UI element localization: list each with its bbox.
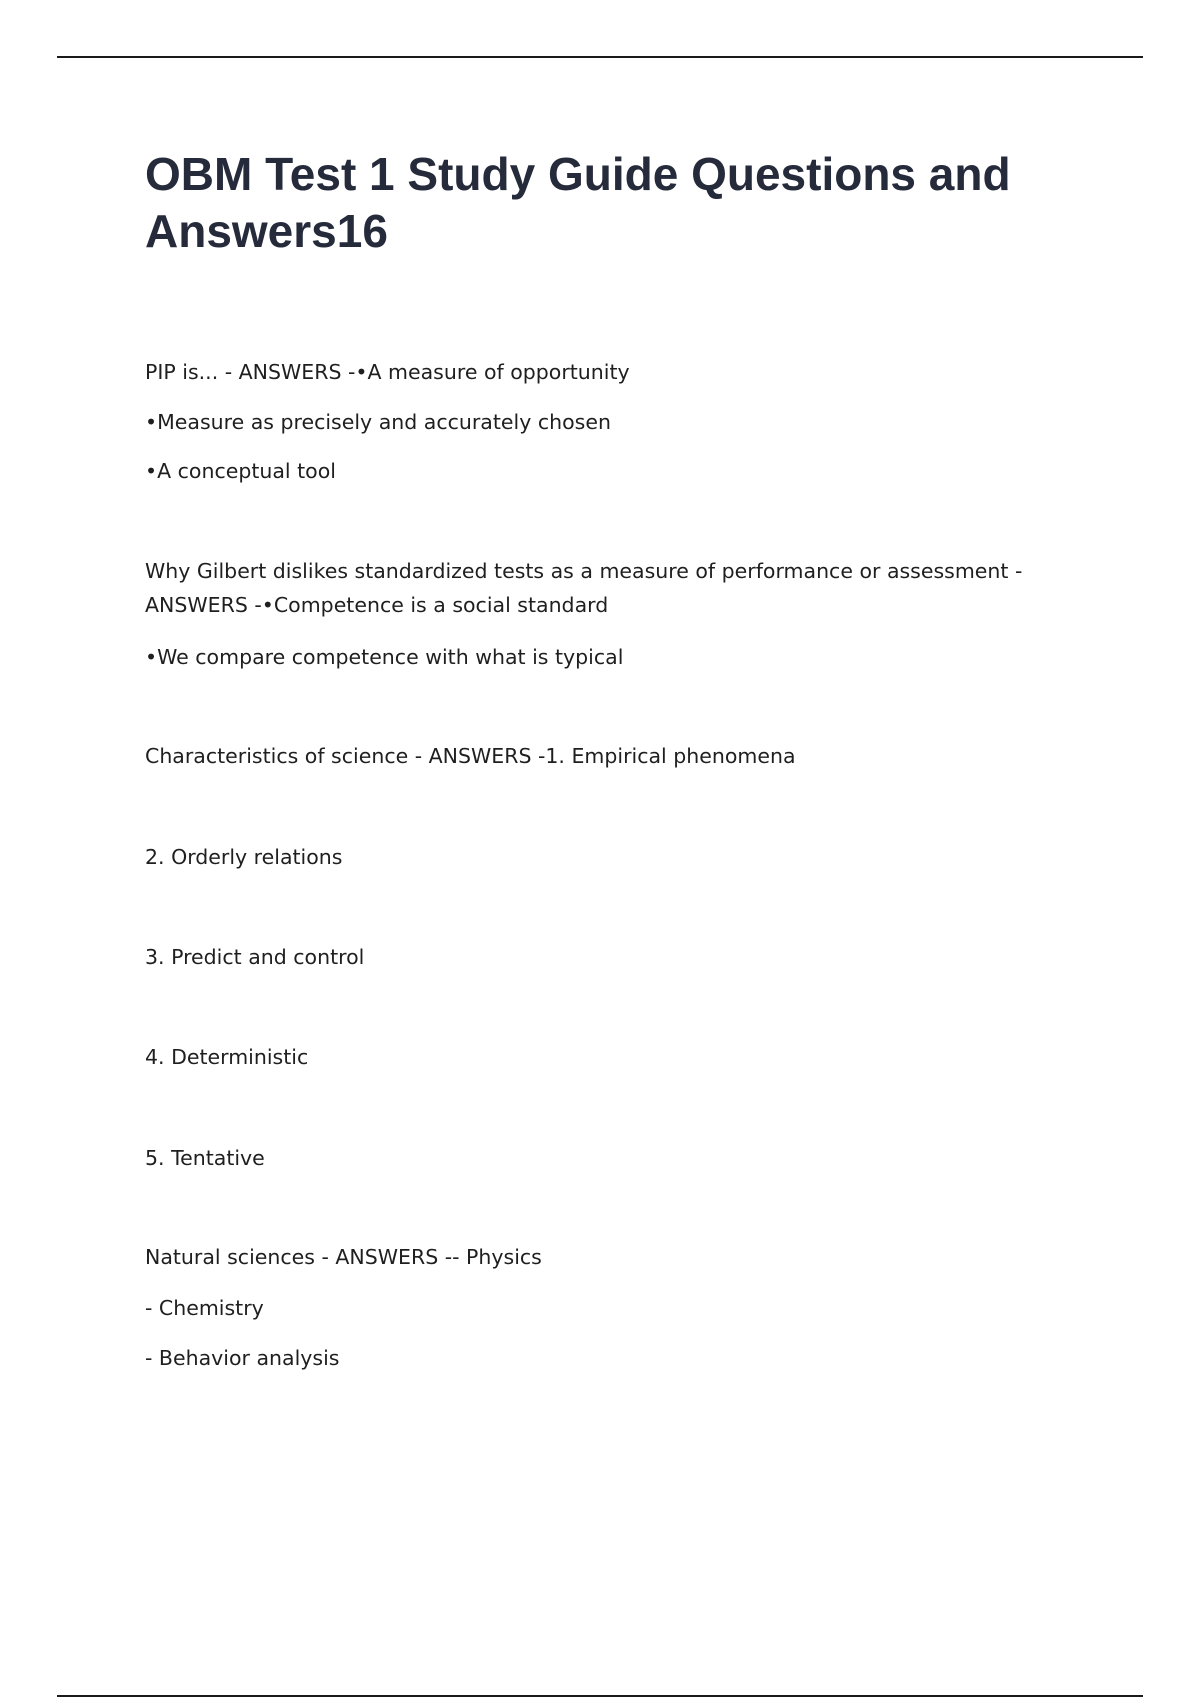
qa-line: Characteristics of science - ANSWERS -1. Empirical phenomena [145, 744, 796, 768]
qa-line: 4. Deterministic [145, 1045, 309, 1069]
qa-line: 3. Predict and control [145, 945, 365, 969]
qa-line: Why Gilbert dislikes standardized tests as a measure of performance or assessment - ANSWERS -•Competence is a social standard [145, 559, 1023, 617]
qa-line: - Chemistry [145, 1296, 264, 1320]
qa-line: Natural sciences - ANSWERS -- Physics [145, 1245, 542, 1269]
qa-line: •We compare competence with what is typical [145, 645, 624, 669]
qa-line: 5. Tentative [145, 1146, 265, 1170]
qa-line: •A conceptual tool [145, 459, 336, 483]
qa-line: PIP is... - ANSWERS -•A measure of opportunity [145, 360, 630, 384]
document-title: OBM Test 1 Study Guide Questions and Answers16 [145, 148, 1011, 257]
bottom-divider [57, 1695, 1143, 1697]
top-divider [57, 56, 1143, 58]
qa-line: •Measure as precisely and accurately chosen [145, 410, 611, 434]
qa-line: 2. Orderly relations [145, 845, 343, 869]
qa-line: - Behavior analysis [145, 1346, 340, 1370]
